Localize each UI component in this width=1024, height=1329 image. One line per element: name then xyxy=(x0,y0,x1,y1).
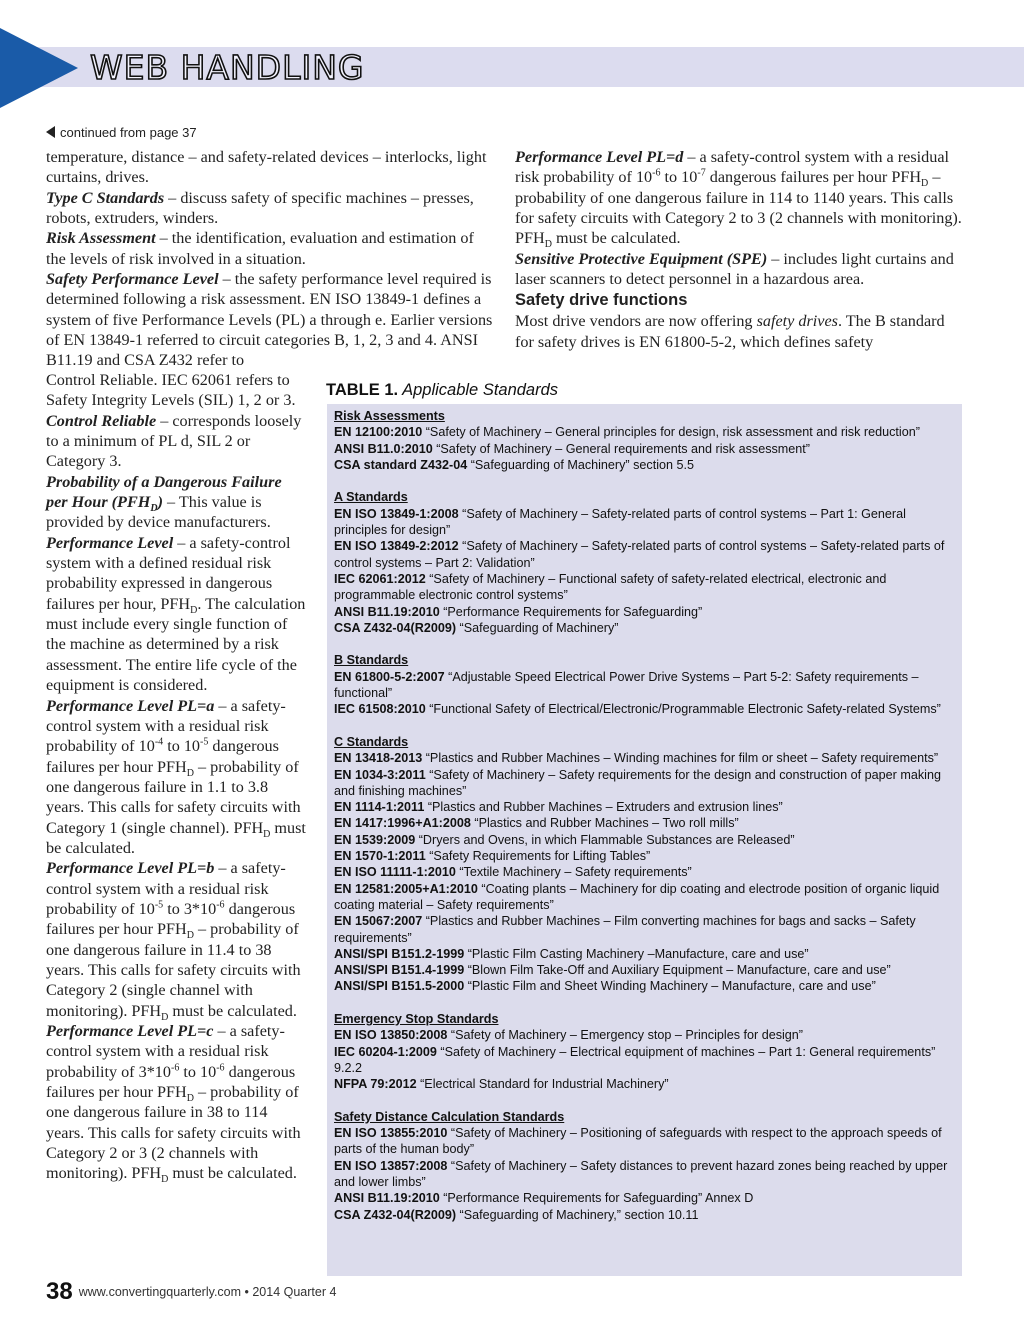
standard-item xyxy=(334,1158,955,1191)
standards-section-heading: Emergency Stop Standards xyxy=(334,1011,499,1026)
standard-item xyxy=(334,1027,955,1043)
page-number: 38 xyxy=(46,1278,73,1305)
paragraph-safety-drives: Most drive vendors are now offering safety drives. The B standard for safety drives is EN 61800-5-2, which defines safety xyxy=(515,312,945,351)
standard-item xyxy=(334,620,955,636)
standards-section-heading: B Standards xyxy=(334,653,409,668)
standard-code: ANSI/SPI B151.4-1999 xyxy=(334,963,465,978)
standard-item xyxy=(334,441,955,457)
standard-description: “Functional Safety of Electrical/Electronic/Programmable Electronic Safety-related Systems” xyxy=(425,702,941,717)
standard-code: EN ISO 13849-1:2008 xyxy=(334,506,459,521)
header-arrow-icon xyxy=(0,28,78,108)
standards-section-heading: Risk Assessments xyxy=(334,409,445,423)
standard-description: “Plastics and Rubber Machines – Extruders and extrusion lines” xyxy=(424,800,783,815)
standard-item xyxy=(334,962,955,978)
paragraph-pl-b: Performance Level PL=b – a safety-control system with a residual risk probability of $10^{-5}$ to $3*10^{-6}$ dangerous failures per hour $PFH_D$ – probability of one dangerous failure in 11.4 to 38 years. This calls for safety circuits with Category 2 (single channel with monitoring). $PFH_D$ must be calculated. xyxy=(46,859,301,1023)
standards-section-heading: Safety Distance Calculation Standards xyxy=(334,1109,565,1124)
paragraph: temperature, distance – and safety-related devices – interlocks, light curtains, drives. xyxy=(46,148,487,187)
paragraph-pl-a: Performance Level PL=a – a safety-control system with a residual risk probability of $10^{-4}$ to $10^{-5}$ dangerous failures per hour $PFH_D$ – probability of one dangerous failure in 1.1 to 3.8 years. This calls for safety circuits with Category 1 (single channel). $PFH_D$ must be calculated. xyxy=(46,696,306,857)
standard-code: ANSI/SPI B151.2-1999 xyxy=(334,946,465,961)
paragraph-control-reliable: Control Reliable – corresponds loosely to a minimum of PL d, SIL 2 or Category 3. xyxy=(46,411,302,471)
standard-item xyxy=(334,538,955,571)
standard-description: “Safety Requirements for Lifting Tables” xyxy=(425,849,651,864)
standard-code: EN ISO 13855:2010 xyxy=(334,1126,448,1141)
standard-code: EN 12581:2005+A1:2010 xyxy=(334,881,478,896)
standard-description: “Plastics and Rubber Machines – Film converting machines for bags and sacks – Safety requirements” xyxy=(334,914,916,945)
standard-description: “Safeguarding of Machinery,” section 10.11 xyxy=(456,1207,699,1222)
paragraph-type-c: Type C Standards – discuss safety of specific machines – presses, robots, extruders, winders. xyxy=(46,188,474,228)
standard-description: “Coating plants – Machinery for dip coating and electrode position of organic liquid coating material – Safety requirements” xyxy=(334,881,940,912)
left-triangle-icon xyxy=(46,126,55,138)
standard-item xyxy=(334,1044,955,1077)
standard-item xyxy=(334,571,955,604)
standard-item xyxy=(334,1076,955,1092)
standard-item xyxy=(334,424,955,440)
standard-code: CSA standard Z432-04 xyxy=(334,457,468,472)
standard-item xyxy=(334,815,955,831)
paragraph-performance-level: Performance Level – a safety-control system with a defined residual risk probability expressed in dangerous failures per hour, $PFH_D$. The calculation must include every single function of the machine as determined by a risk assessment. The entire life cycle of the equipment is considered. xyxy=(46,533,306,695)
paragraph-pl-c: Performance Level PL=c – a safety-control system with a residual risk probability of $3*10^{-6}$ to $10^{-6}$ dangerous failures per hour $PFH_D$ – probability of one dangerous failure in 38 to 114 years. This calls for safety circuits with Category 2 or 3 (2 channels with monitoring). $PFH_D$ must be calculated. xyxy=(46,1022,301,1186)
standard-description: “Plastics and Rubber Machines – Two roll mills” xyxy=(470,816,739,831)
standard-code: ANSI/SPI B151.5-2000 xyxy=(334,979,465,994)
standard-description: “Dryers and Ovens, in which Flammable Substances are Released” xyxy=(415,832,795,847)
standard-description: “Safety of Machinery – General principles for design, risk assessment and risk reduction” xyxy=(422,425,920,440)
standard-code: EN 1539:2009 xyxy=(334,832,416,847)
standard-description: “Safety of Machinery – Emergency stop – Principles for design” xyxy=(447,1028,804,1043)
paragraph-spe: Sensitive Protective Equipment (SPE) – includes light curtains and laser scanners to detect personnel in a hazardous area. xyxy=(515,249,954,289)
standard-code: EN ISO 11111-1:2010 xyxy=(334,865,456,880)
standard-code: IEC 60204-1:2009 xyxy=(334,1044,437,1059)
standard-description: “Safety of Machinery – Safety-related parts of control systems – Safety-related parts of control systems – Part 2: Validation” xyxy=(334,539,945,570)
standard-item xyxy=(334,457,955,473)
standard-code: ANSI B11.0:2010 xyxy=(334,441,433,456)
standard-code: EN 15067:2007 xyxy=(334,914,423,929)
standard-description: “Blown Film Take-Off and Auxiliary Equipment – Manufacture, care and use” xyxy=(464,963,891,978)
standard-code: ANSI B11.19:2010 xyxy=(334,1191,440,1206)
standard-code: EN 12100:2010 xyxy=(334,425,423,440)
subheading-safety-drive-functions: Safety drive functions xyxy=(515,291,688,310)
standard-item xyxy=(334,767,955,800)
standard-description: “Plastic Film Casting Machinery –Manufacture, care and use” xyxy=(464,946,809,961)
footer-info: www.convertingquarterly.com • 2014 Quarter 4 xyxy=(78,1285,337,1299)
standard-description: “Performance Requirements for Safeguarding” Annex D xyxy=(439,1191,754,1206)
page-footer xyxy=(46,1278,336,1306)
standard-item xyxy=(334,881,955,914)
section-title: WEB HANDLING xyxy=(90,48,365,87)
standards-table xyxy=(327,404,962,1276)
column-left-top xyxy=(46,147,494,371)
standard-code: EN 61800-5-2:2007 xyxy=(334,669,445,684)
standard-code: EN 1417:1996+A1:2008 xyxy=(334,816,471,831)
standards-section-heading: C Standards xyxy=(334,734,409,749)
standard-item xyxy=(334,913,955,946)
standards-section-heading: A Standards xyxy=(334,490,408,505)
standard-code: IEC 61508:2010 xyxy=(334,702,426,717)
standard-code: CSA Z432-04(R2009) xyxy=(334,1207,457,1222)
continued-text: continued from page 37 xyxy=(60,125,197,140)
standard-description: “Safeguarding of Machinery” section 5.5 xyxy=(467,457,695,472)
standard-description: “Plastic Film and Sheet Winding Machinery – Manufacture, care and use” xyxy=(464,979,876,994)
standard-code: CSA Z432-04(R2009) xyxy=(334,620,457,635)
standard-item xyxy=(334,701,955,717)
standard-item xyxy=(334,604,955,620)
column-right xyxy=(515,147,965,352)
standard-item xyxy=(334,750,955,766)
standard-description: “Performance Requirements for Safeguarding” xyxy=(439,604,703,619)
standard-item xyxy=(334,506,955,539)
standard-description: “Adjustable Speed Electrical Power Drive Systems – Part 5-2: Safety requirements – functional” xyxy=(334,669,919,701)
standard-item xyxy=(334,1125,955,1158)
table-title: TABLE 1. Applicable Standards xyxy=(326,381,559,399)
standards-section xyxy=(334,652,955,717)
standards-section xyxy=(334,408,955,473)
standard-description: “Electrical Standard for Industrial Machinery” xyxy=(416,1077,669,1092)
standard-description: “Plastics and Rubber Machines – Winding machines for film or sheet – Safety requirements” xyxy=(422,751,939,766)
standards-section xyxy=(334,1011,955,1092)
column-left-bottom xyxy=(46,370,306,1184)
standard-item xyxy=(334,864,955,880)
standard-item xyxy=(334,1207,955,1223)
paragraph-risk-assessment: Risk Assessment – the identification, evaluation and estimation of the levels of risk involved in a situation. xyxy=(46,229,474,268)
paragraph: Control Reliable. IEC 62061 refers to Safety Integrity Levels (SIL) 1, 2 or 3. xyxy=(46,371,296,410)
paragraph-pfhd: Probability of a Dangerous Failure per Hour $(PFH_D)$ – This value is provided by device manufacturers. xyxy=(46,472,282,532)
standard-description: “Safety of Machinery – General requirements and risk assessment” xyxy=(432,441,810,456)
standard-code: NFPA 79:2012 xyxy=(334,1077,417,1092)
standard-description: “Safety of Machinery – Positioning of safeguards with respect to the approach speeds of parts of the human body” xyxy=(334,1126,942,1157)
standard-item xyxy=(334,832,955,848)
paragraph-safety-performance-level: Safety Performance Level – the safety performance level required is determined following a risk assessment. EN ISO 13849-1 defines a system of five Performance Levels (PL) a through e. Earlier versions of EN 13849-1 referred to circuit categories B, 1, 2, 3 and 4. ANSI B11.19 and CSA Z432 refer to xyxy=(46,270,493,370)
standard-code: EN 1114-1:2011 xyxy=(334,800,425,815)
standard-item xyxy=(334,799,955,815)
standard-code: IEC 62061:2012 xyxy=(334,571,426,586)
standard-description: “Safety of Machinery – Safety requirements for the design and construction of paper making and finishing machines” xyxy=(334,767,941,798)
standard-code: EN 13418-2013 xyxy=(334,751,423,766)
continued-note xyxy=(46,125,197,140)
standards-section xyxy=(334,489,955,636)
paragraph-pl-d: Performance Level PL=d – a safety-control system with a residual risk probability of $10^{-6}$ to $10^{-7}$ dangerous failures per hour $PFH_D$ – probability of one dangerous failure in 114 to 1140 years. This calls for safety circuits with Category 2 to 3 (2 channels with monitoring). $PFH_D$ must be calculated. xyxy=(515,148,962,251)
standard-code: ANSI B11.19:2010 xyxy=(334,604,440,619)
standard-code: EN 1570-1:2011 xyxy=(334,849,426,864)
standard-item xyxy=(334,669,955,702)
standards-section xyxy=(334,734,955,995)
standard-description: “Safeguarding of Machinery” xyxy=(456,620,619,635)
standards-section xyxy=(334,1109,955,1223)
standard-description: “Safety of Machinery – Safety distances to prevent hazard zones being reached by upper and lower limbs” xyxy=(334,1158,948,1189)
standard-code: EN ISO 13850:2008 xyxy=(334,1028,448,1043)
standard-code: EN ISO 13849-2:2012 xyxy=(334,539,459,554)
standard-item xyxy=(334,946,955,962)
standard-description: “Safety of Machinery – Safety-related parts of control systems – Part 1: General principles for design” xyxy=(334,506,906,538)
standard-code: EN 1034-3:2011 xyxy=(334,767,426,782)
standard-item xyxy=(334,848,955,864)
standard-description: “Safety of Machinery – Functional safety of safety-related electrical, electronic and programmable electronic control systems” xyxy=(334,571,887,603)
standard-description: “Textile Machinery – Safety requirements” xyxy=(455,865,692,880)
standard-code: EN ISO 13857:2008 xyxy=(334,1158,448,1173)
standard-description: “Safety of Machinery – Electrical equipment of machines – Part 1: General requirements” 9.2.2 xyxy=(334,1044,936,1075)
standard-item xyxy=(334,1190,955,1206)
standard-item xyxy=(334,978,955,994)
